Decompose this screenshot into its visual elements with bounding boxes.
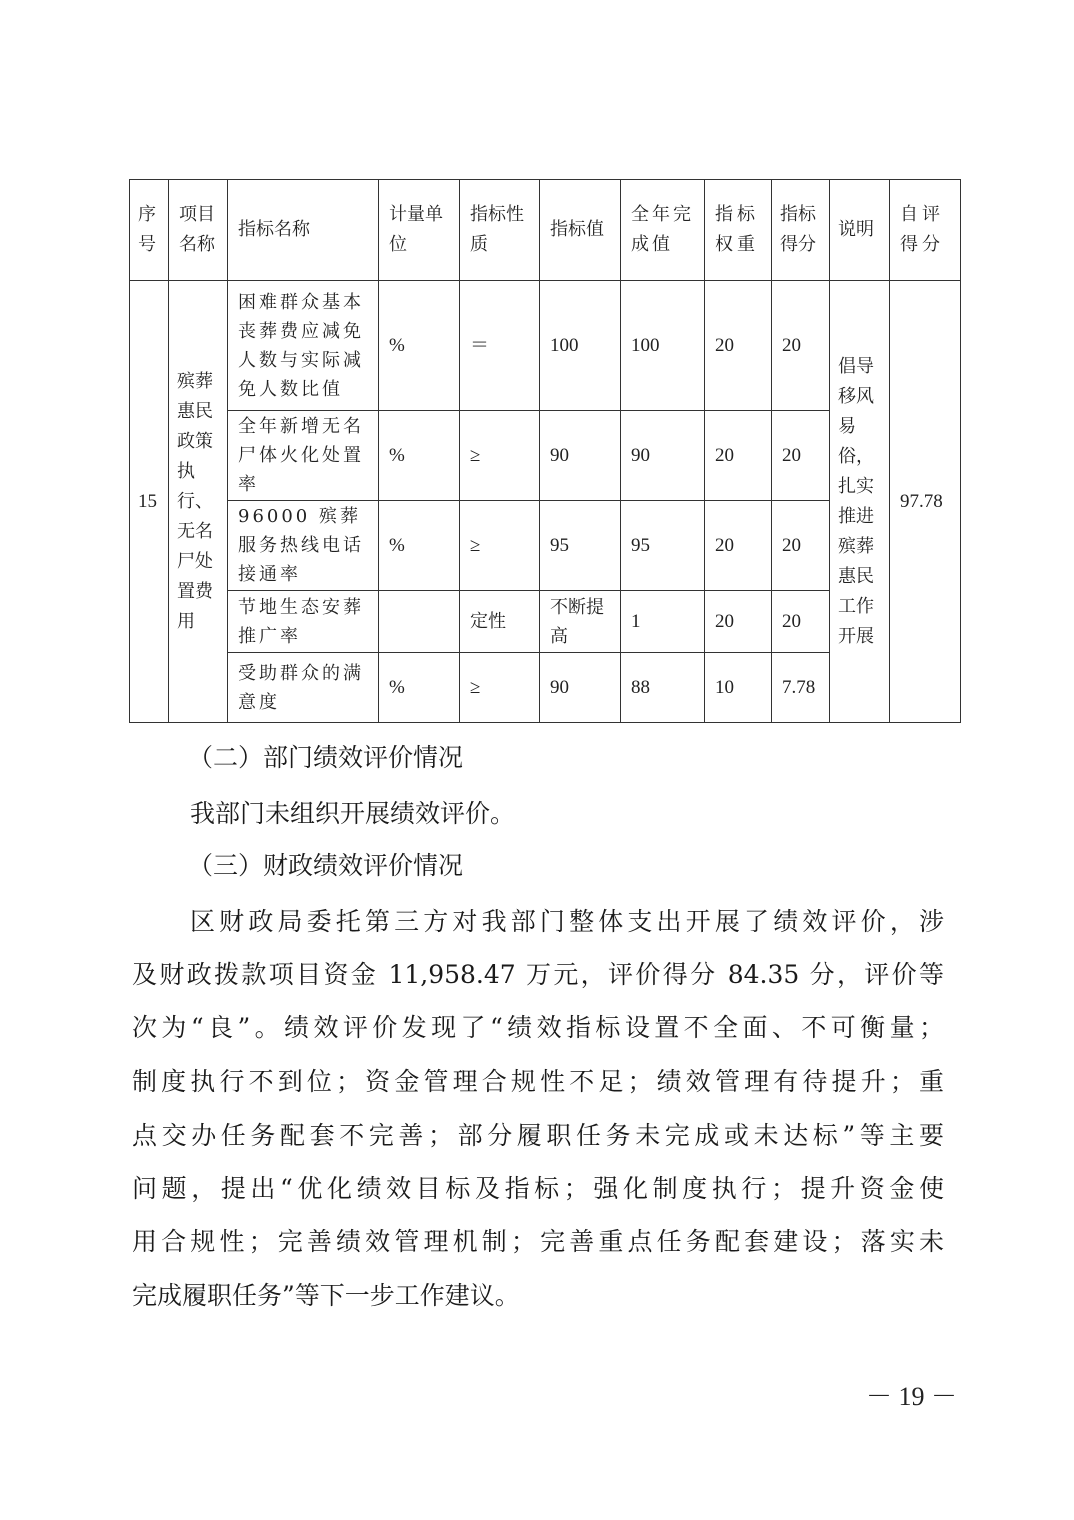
unit-cell: % bbox=[379, 281, 460, 411]
nature-cell: ≥ bbox=[460, 501, 540, 591]
paragraph-line: 制度执行不到位；资金管理合规性不足；绩效管理有待提升；重 bbox=[132, 1067, 944, 1096]
paragraph-line: 点交办任务配套不完善；部分履职任务未完成或未达标”等主要 bbox=[132, 1121, 944, 1150]
section-heading-department-evaluation: （二）部门绩效评价情况 bbox=[188, 743, 464, 772]
nature-cell: ≥ bbox=[460, 653, 540, 723]
indicator-name-cell: 受助群众的满意度 bbox=[228, 653, 379, 723]
paragraph-line: 次为“良”。绩效评价发现了“绩效指标设置不全面、不可衡量； bbox=[132, 1013, 944, 1042]
section-paragraph-department-evaluation: 我部门未组织开展绩效评价。 bbox=[190, 799, 516, 828]
page-number: － 19 － bbox=[866, 1382, 958, 1411]
target-cell: 100 bbox=[540, 281, 621, 411]
paragraph-line: 问题，提出“优化绩效目标及指标；强化制度执行；提升资金使 bbox=[132, 1174, 944, 1203]
paragraph-line: 完成履职任务”等下一步工作建议。 bbox=[132, 1281, 520, 1310]
score-cell: 20 bbox=[772, 501, 830, 591]
score-cell: 20 bbox=[772, 411, 830, 501]
actual-cell: 1 bbox=[621, 591, 705, 653]
score-cell: 20 bbox=[772, 281, 830, 411]
nature-cell: ≥ bbox=[460, 411, 540, 501]
actual-cell: 90 bbox=[621, 411, 705, 501]
section-heading-fiscal-evaluation: （三）财政绩效评价情况 bbox=[188, 851, 464, 880]
paragraph-line: 用合规性；完善绩效管理机制；完善重点任务配套建设；落实未 bbox=[132, 1227, 944, 1256]
note-cell: 倡导移风易俗，扎实推进殡葬惠民工作开展 bbox=[830, 281, 890, 723]
indicator-name-cell: 节地生态安葬推广率 bbox=[228, 591, 379, 653]
header-score: 指标得分 bbox=[772, 180, 830, 281]
paragraph-line: 及财政拨款项目资金 11,958.47 万元，评价得分 84.35 分，评价等 bbox=[132, 960, 944, 989]
nature-cell: 定性 bbox=[460, 591, 540, 653]
header-indicator-name: 指标名称 bbox=[228, 180, 379, 281]
weight-cell: 10 bbox=[705, 653, 772, 723]
indicator-name-cell: 困难群众基本丧葬费应减免人数与实际减免人数比值 bbox=[228, 281, 379, 411]
header-unit: 计量单位 bbox=[379, 180, 460, 281]
header-project: 项目名称 bbox=[169, 180, 228, 281]
unit-cell bbox=[379, 591, 460, 653]
header-seq: 序号 bbox=[130, 180, 169, 281]
target-cell: 不断提高 bbox=[540, 591, 621, 653]
actual-cell: 95 bbox=[621, 501, 705, 591]
indicator-name-cell: 全年新增无名尸体火化处置率 bbox=[228, 411, 379, 501]
actual-cell: 88 bbox=[621, 653, 705, 723]
target-cell: 90 bbox=[540, 411, 621, 501]
paragraph-line: 区财政局委托第三方对我部门整体支出开展了绩效评价，涉 bbox=[190, 907, 944, 936]
header-self-score: 自评得分 bbox=[890, 180, 961, 281]
weight-cell: 20 bbox=[705, 591, 772, 653]
self-score-cell: 97.78 bbox=[890, 281, 961, 723]
target-cell: 90 bbox=[540, 653, 621, 723]
weight-cell: 20 bbox=[705, 411, 772, 501]
unit-cell: % bbox=[379, 501, 460, 591]
header-actual: 全年完成值 bbox=[621, 180, 705, 281]
header-target: 指标值 bbox=[540, 180, 621, 281]
indicator-name-cell: 96000 殡葬服务热线电话接通率 bbox=[228, 501, 379, 591]
target-cell: 95 bbox=[540, 501, 621, 591]
score-cell: 7.78 bbox=[772, 653, 830, 723]
score-cell: 20 bbox=[772, 591, 830, 653]
unit-cell: % bbox=[379, 653, 460, 723]
weight-cell: 20 bbox=[705, 281, 772, 411]
table-header-row bbox=[130, 180, 961, 281]
seq-cell: 15 bbox=[130, 281, 169, 723]
header-nature: 指标性质 bbox=[460, 180, 540, 281]
project-name-cell: 殡葬惠民政策执行、无名尸处置费用 bbox=[169, 281, 228, 723]
header-weight: 指标权重 bbox=[705, 180, 772, 281]
header-note: 说明 bbox=[830, 180, 890, 281]
weight-cell: 20 bbox=[705, 501, 772, 591]
actual-cell: 100 bbox=[621, 281, 705, 411]
nature-cell: ＝ bbox=[460, 281, 540, 411]
performance-indicator-table bbox=[129, 179, 961, 723]
table-row bbox=[130, 281, 961, 411]
unit-cell: % bbox=[379, 411, 460, 501]
